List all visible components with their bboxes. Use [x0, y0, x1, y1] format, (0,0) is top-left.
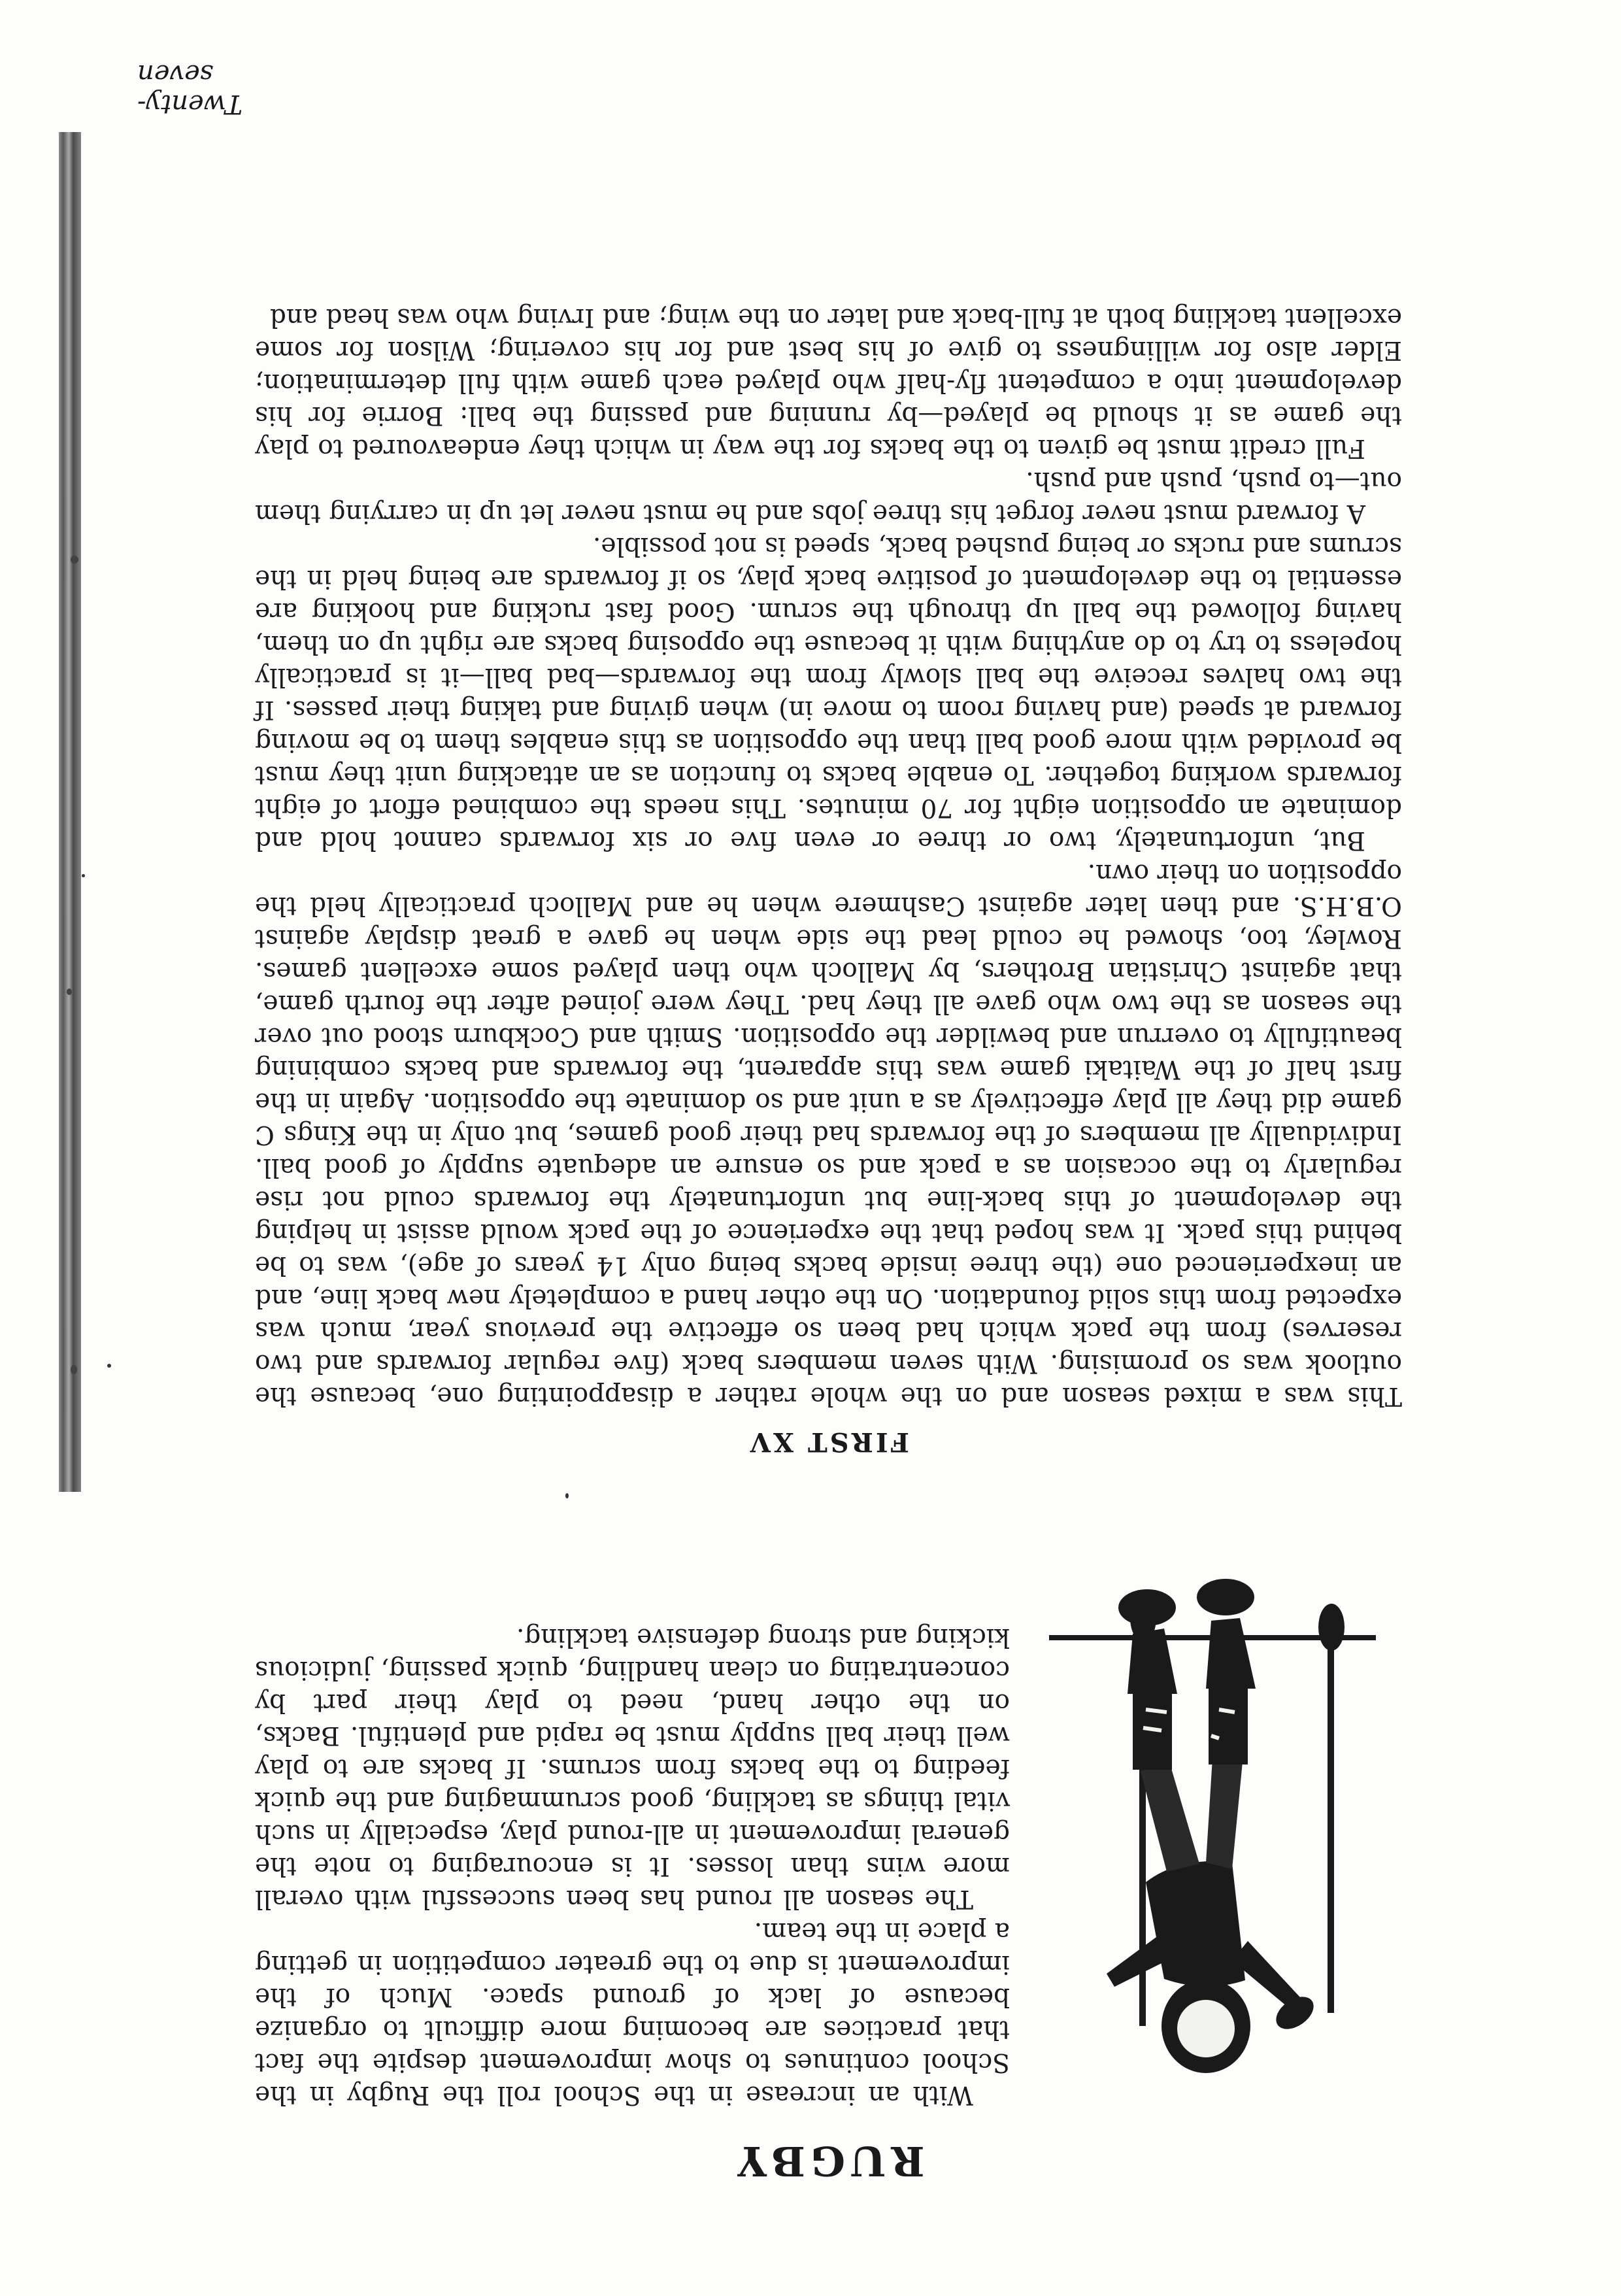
- section-heading: FIRST XV: [748, 1427, 909, 1457]
- body-paragraph: Full credit must be given to the backs for the way in which they endeavoured to play the game as it should be played—by running and passing the ball: Borrie for his development into a competent fly-half who played each game with full determination; Elder also for willingness to give of his best and for his covering; Wilson for some excellent tackling both at full-back and later on the wing; and Irving who was head and: [255, 303, 1402, 463]
- page-title: RUGBY: [732, 2137, 925, 2185]
- article-body: [255, 301, 1402, 2185]
- intro-section: [255, 1483, 1402, 2111]
- intro-paragraph: With an increase in the School roll the Rugby in the School continues to show improvement despite the fact that practices are becoming more difficult to organize because of lack of ground space. Much of the improvement is due to the greater competition in getting a place in the team.: [255, 1917, 1010, 2110]
- scan-speck: [107, 1364, 111, 1368]
- rugby-lineout-illustration: [1036, 1490, 1402, 2104]
- rugby-lineout-player-icon: [1036, 1490, 1402, 2104]
- body-paragraph: This was a mixed season and on the whole rather a disappointing one, because the outlook was so promising. With seven members back (five regular forwards and two reserves) from the pack which had been so effective the previous year, much was expected from this solid foundation. On the other hand a completely new back line, and an inexperienced one (the three inside backs being only 14 years of age), was to be behind this pack. It was hoped that the experience of the pack would assist in helping the development of this back-line but unfortunately the forwards could not rise regularly to the occasion as a pack and so ensure an adequate supply of good ball. Individually all members of the forwards had their good games, but only in the Kings C game did they all play effectively as a unit and so dominate the opposition. Again in the first half of the Waitaki game was this apparent, the forwards and backs combining beautifully to overrun and bewilder the opposition. Smith and Cockburn stood out over the season as the two who gave all they had. They were joined after the fourth game, that against Christian Brothers, by Malloch who then played some excellent games. Rowley, too, showed he could lead the side when he gave a great display against O.B.H.S. and then later against Cashmere when he and Malloch practically held the opposition on their own.: [255, 858, 1402, 1411]
- binding-edge-shadow: [59, 132, 81, 1492]
- page-number: Twenty-seven: [137, 59, 243, 119]
- body-paragraph: But, unfortunately, two or three or even five or six forwards cannot hold and dominate an opposition eight for 70 minutes. This needs the combined effort of eight forwards working together. To enable backs to function as an attacking unit they must be provided with more good ball than the opposition as this enables them to be moving forward at speed (and having room to move in) when giving and taking their passes. If the two halves receive the ball slowly from the forwards—bad ball—it is practically hopeless to try to do anything with it because the opposing backs are right up on them, having followed the ball up through the scrum. Good fast rucking and hooking are essential to the development of positive back play, so if forwards are being held in the scrums and rucks or being pushed back, speed is not possible.: [255, 532, 1402, 855]
- intro-paragraph: The season all round has been successful with overall more wins than losses. It is encouraging to note the general improvement in all-round play, especially in such vital things as tackling, good scrummaging and the quick feeding to the backs from scrums. If backs are to play well their ball supply must be rapid and plentiful. Backs, on the other hand, need to play their part by concentrating on clean handling, quick passing, judicious kicking and strong defensive tackling.: [255, 1623, 1010, 1914]
- scan-speck: [82, 874, 85, 877]
- body-paragraph: A forward must never forget his three jobs and he must never let up in carrying them out—to push, push and push.: [255, 466, 1402, 528]
- first-xv-section: [255, 301, 1402, 1412]
